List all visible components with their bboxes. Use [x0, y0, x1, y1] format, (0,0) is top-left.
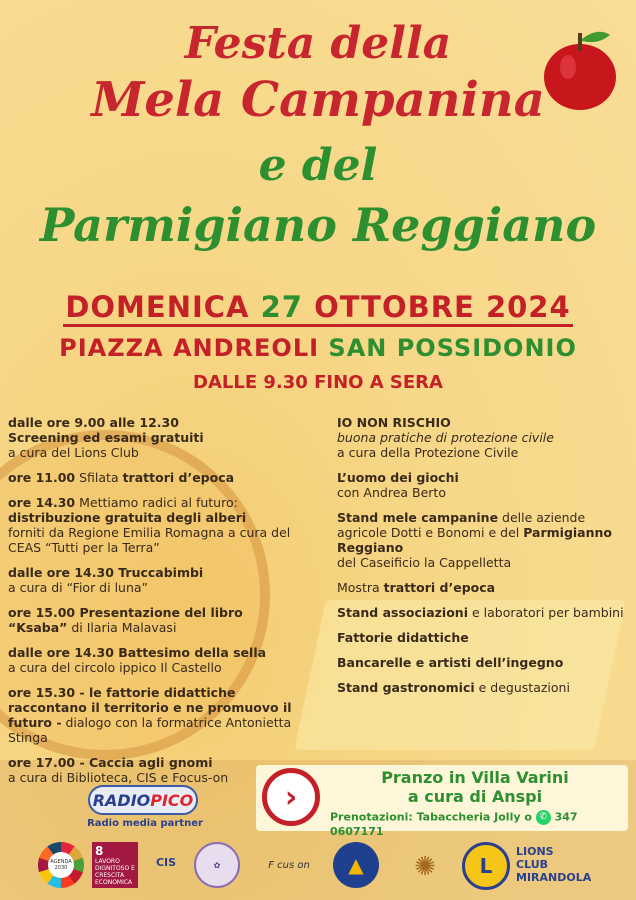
item-title: Stand mele campanine [337, 510, 499, 525]
event-place [0, 334, 636, 362]
item-detail: a cura di Biblioteca, CIS e Focus-on [8, 770, 229, 785]
item-title: ore 15.30 - le fattorie didattiche raccontano il territorio e ne promuovo il futuro - [8, 685, 292, 730]
item-detail: con Andrea Berto [337, 485, 446, 500]
municipal-seal-logo: ✺ [414, 852, 436, 882]
item-title: Bancarelle e artisti dell’ingegno [337, 655, 564, 670]
item-time: dalle ore 9.00 alle 12.30 [8, 415, 179, 430]
item-detail: del Caseificio la Cappelletta [337, 555, 512, 570]
lunch-line-2: a cura di Anspi [407, 787, 543, 806]
event-hours: DALLE 9.30 FINO A SERA [193, 372, 443, 393]
item-time: ore 14.30 [8, 495, 76, 510]
date-number: 27 [260, 290, 303, 324]
list-item [337, 680, 627, 695]
list-item [8, 645, 308, 675]
focus-on-logo: F cus on [268, 859, 310, 871]
list-item [8, 605, 308, 635]
sdg-number: 8 [95, 844, 104, 858]
item-detail: e laboratori per bambini [467, 605, 624, 620]
list-item [8, 685, 308, 745]
list-item [337, 605, 627, 620]
item-title: Screening ed esami gratuiti [8, 430, 204, 445]
item-text: Mostra [337, 580, 384, 595]
item-time: ore 11.00 [8, 470, 76, 485]
item-detail: a cura del Lions Club [8, 445, 139, 460]
lions-club-text [516, 845, 591, 884]
place-square: PIAZZA ANDREOLI [59, 334, 320, 362]
list-item [8, 470, 308, 485]
arrow-right-icon: › [262, 768, 320, 826]
item-title: Fattorie didattiche [337, 630, 469, 645]
sdg-8-logo [92, 842, 138, 888]
agenda-logo-text: AGENDA 2030 [48, 852, 74, 878]
item-title: Stand gastronomici [337, 680, 475, 695]
list-item [337, 510, 627, 570]
list-item [337, 580, 627, 595]
place-town: SAN POSSIDONIO [328, 334, 577, 362]
date-month-year: OTTOBRE 2024 [314, 290, 571, 324]
apple-icon [540, 25, 620, 113]
lions-club-logo: L [462, 842, 510, 890]
item-title: dalle ore 14.30 Battesimo della sella [8, 645, 267, 660]
item-detail: dialogo con la formatrice Antonietta Stinga [8, 715, 292, 745]
fior-di-luna-logo: ✿ [194, 842, 240, 888]
booking-text: Prenotazioni: Tabaccheria Jolly o [330, 810, 532, 824]
item-title: trattori d’epoca [122, 470, 235, 485]
booking-phone: 347 0607171 [330, 810, 578, 838]
list-item [8, 495, 308, 555]
item-detail: a cura del circolo ippico Il Castello [8, 660, 222, 675]
item-title: L’uomo dei giochi [337, 470, 459, 485]
item-title: distribuzione gratuita degli alberi [8, 510, 247, 525]
program-left-column [8, 415, 308, 795]
item-text: Sfilata [75, 470, 123, 485]
list-item [337, 630, 627, 645]
agenda-2030-logo [38, 842, 84, 888]
item-title: ore 15.00 Presentazione del libro [8, 605, 243, 620]
date-day: DOMENICA [65, 290, 250, 324]
item-title: Stand associazioni [337, 605, 468, 620]
lunch-line-1: Pranzo in Villa Varini [381, 768, 569, 787]
list-item [337, 655, 627, 670]
title-line-4: Parmigiano Reggiano [39, 198, 597, 252]
list-item [337, 470, 627, 500]
lions-text-2: CLUB [516, 858, 549, 871]
radio-logo-text-2: PICO [150, 790, 194, 810]
item-detail: di Ilaria Malavasi [67, 620, 177, 635]
radio-label: Radio media partner [87, 818, 203, 829]
item-text: Mettiamo radici al futuro: [75, 495, 238, 510]
title-line-1: Festa della [184, 18, 452, 69]
whatsapp-icon: ✆ [536, 810, 551, 825]
title-line-3: e del [258, 140, 378, 191]
program-right-column [337, 415, 627, 705]
item-detail: a cura di “Fior di luna” [8, 580, 149, 595]
item-detail: a cura della Protezione Civile [337, 445, 519, 460]
item-text: delle aziende agricole Dotti e Bonomi e del [337, 510, 586, 540]
item-book: “Ksaba” [8, 620, 68, 635]
cis-logo: CIS [155, 855, 177, 869]
item-detail: forniti da Regione Emilia Romagna a cura del CEAS “Tutti per la Terra” [8, 525, 291, 555]
lunch-title [330, 768, 620, 806]
radio-logo-text-1: RADIO [92, 790, 151, 810]
event-date [0, 290, 636, 324]
lions-text-1: LIONS [516, 845, 554, 858]
list-item [8, 415, 308, 460]
lions-text-3: MIRANDOLA [516, 871, 592, 884]
list-item [337, 415, 627, 460]
item-subtitle: buona pratiche di protezione civile [337, 430, 554, 445]
list-item [8, 565, 308, 595]
item-title: ore 17.00 - Caccia agli gnomi [8, 755, 213, 770]
sdg-text: LAVORO DIGNITOSO E CRESCITA ECONOMICA [95, 858, 135, 886]
item-detail: e degustazioni [474, 680, 570, 695]
item-title: IO NON RISCHIO [337, 415, 451, 430]
item-title: dalle ore 14.30 Truccabimbi [8, 565, 204, 580]
radio-pico-logo [88, 785, 198, 815]
protezione-civile-logo: ▲ [333, 842, 379, 888]
item-title-2: Parmigianno Reggiano [337, 525, 612, 555]
item-title: trattori d’epoca [383, 580, 496, 595]
booking-info [330, 810, 630, 838]
title-line-2: Mela Campanina [91, 72, 545, 128]
